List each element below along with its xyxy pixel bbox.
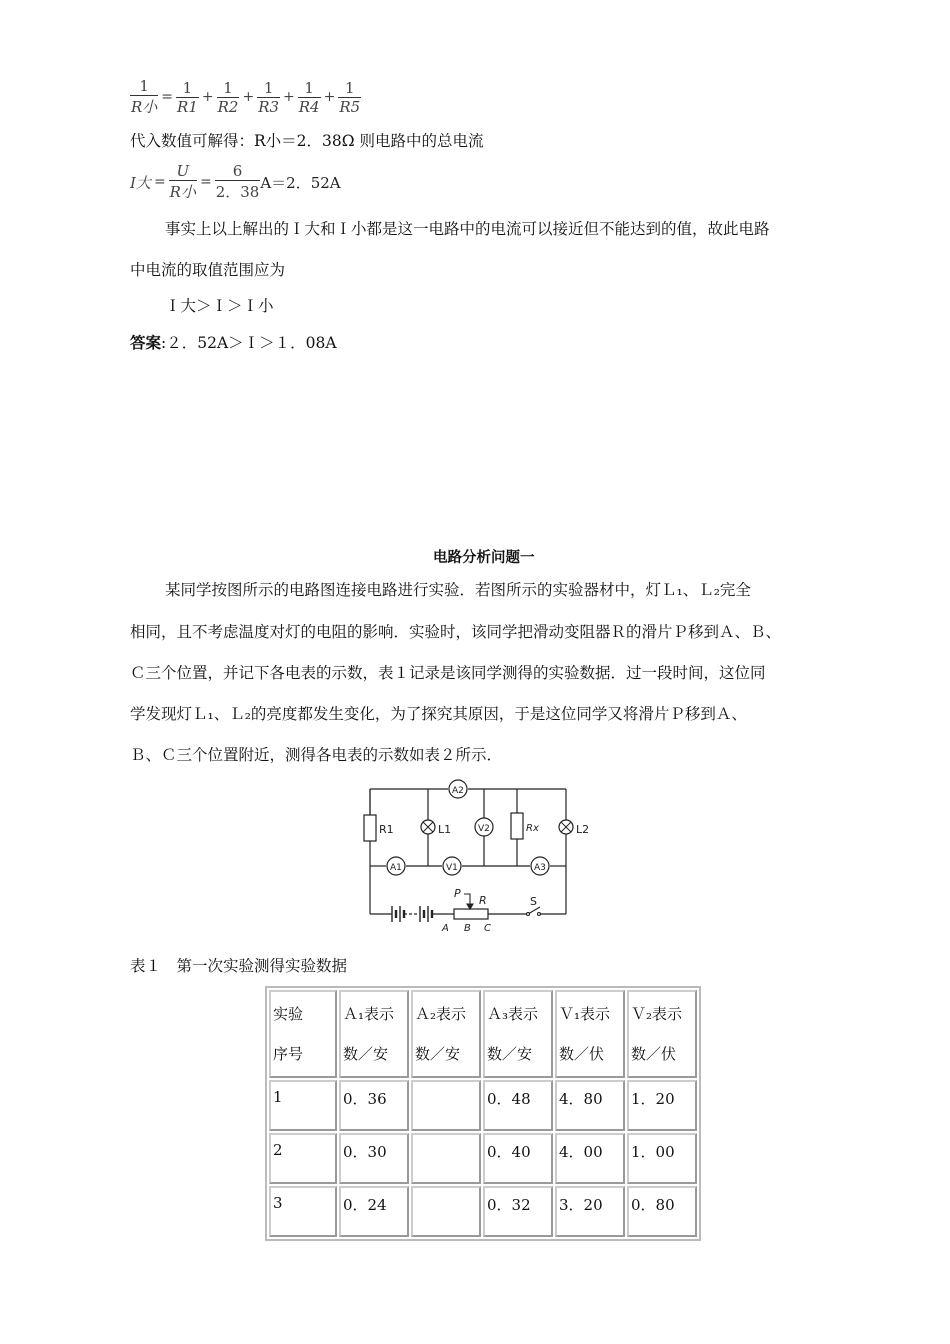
- table-cell: 3．20: [555, 1186, 625, 1237]
- label-a2: A2: [452, 786, 464, 796]
- label-s: S: [530, 895, 537, 908]
- table-cell: 0．30: [339, 1133, 409, 1184]
- circuit-diagram: [360, 775, 600, 935]
- solve-line: 代入数值可解得：R小＝2．38Ω 则电路中的总电流: [130, 132, 484, 150]
- table-header-row: [269, 990, 697, 1078]
- fraction: $\frac{1}{\text{R小}}$: [131, 77, 158, 116]
- resistor-rx: [511, 813, 523, 839]
- table-cell: 1: [269, 1080, 337, 1131]
- answer-label: 答案: [130, 334, 162, 352]
- section-title: 电路分析问题一: [433, 550, 535, 566]
- table-cell: 1．00: [627, 1133, 697, 1184]
- fraction: $\frac{1}{R5}$: [339, 78, 361, 116]
- header-cell: Ｖ₁表示 数／伏: [555, 990, 625, 1078]
- table-cell: 4．00: [555, 1133, 625, 1184]
- data-table: [265, 986, 701, 1241]
- table-caption: 表１ 第一次实验测得实验数据: [130, 957, 348, 975]
- table-cell: 4．80: [555, 1080, 625, 1131]
- fraction: $\frac{1}{R4}$: [298, 78, 320, 116]
- label-l2: L2: [576, 823, 590, 836]
- fraction: $\frac{1}{R3}$: [258, 78, 280, 116]
- formula-reciprocal-resistance: $\frac{1}{\text{R小}}$ = $\frac{1}{R1}$ + $\frac{1}{R2}$ + $\frac{1}{R3}$ + $\frac{1}{R4}$ + $\frac{1}{R5}$: [131, 77, 361, 116]
- fraction: $\frac{6}{2.38}$: [215, 162, 260, 201]
- current-range: Ｉ大＞Ｉ＞Ｉ小: [165, 297, 274, 315]
- lamp-l1-icon: [421, 820, 435, 834]
- table-cell: 0．36: [339, 1080, 409, 1131]
- table-cell: [411, 1133, 481, 1184]
- table-cell: [411, 1080, 481, 1131]
- paragraph-line: 事实上以上解出的Ｉ大和Ｉ小都是这一电路中的电流可以接近但不能达到的值，故此电路: [165, 220, 770, 238]
- rheostat-r: [454, 909, 488, 919]
- table-cell: 0．80: [627, 1186, 697, 1237]
- label-a1: A1: [390, 863, 402, 873]
- label-l1: L1: [438, 823, 452, 836]
- fraction: $\frac{1}{R2}$: [217, 78, 239, 116]
- label-a: A: [442, 923, 449, 934]
- problem-line: 某同学按图所示的电路图连接电路进行实验．若图所示的实验器材中，灯Ｌ₁、Ｌ₂完全: [165, 581, 751, 599]
- table-row: [269, 1080, 697, 1131]
- problem-line: 相同，且不考虑温度对灯的电阻的影响．实验时，该同学把滑动变阻器Ｒ的滑片Ｐ移到Ａ、Ｂ、: [130, 623, 782, 641]
- fraction: $\frac{U}{\text{R小}}$: [169, 162, 196, 201]
- label-p: P: [454, 887, 461, 900]
- formula-max-current: I大 = $\frac{U}{\text{R小}}$ = $\frac{6}{2.38}$ A＝2．52A: [130, 162, 341, 201]
- table-row: [269, 1186, 697, 1237]
- label-v1: V1: [446, 863, 458, 873]
- table-cell: 2: [269, 1133, 337, 1184]
- label-b: B: [464, 923, 471, 934]
- switch-s-icon: [527, 907, 541, 916]
- table-cell: 1．20: [627, 1080, 697, 1131]
- table-cell: 0．48: [483, 1080, 553, 1131]
- table-cell: 0．32: [483, 1186, 553, 1237]
- label-r1: R1: [379, 823, 394, 836]
- fraction: $\frac{1}{R1}$: [177, 78, 198, 116]
- label-rx: Rx: [526, 823, 539, 834]
- answer-value: :２．52A＞Ｉ＞１．08A: [161, 334, 337, 352]
- paragraph-line: 中电流的取值范围应为: [130, 261, 286, 279]
- header-cell: Ａ₂表示 数／安: [411, 990, 481, 1078]
- header-cell: Ｖ₂表示 数／伏: [627, 990, 697, 1078]
- label-a3: A3: [534, 863, 546, 873]
- header-cell: 实验 序号: [269, 990, 337, 1078]
- problem-line: Ｃ三个位置，并记下各电表的示数，表１记录是该同学测得的实验数据．过一段时间，这位同: [130, 664, 766, 682]
- label-c: C: [484, 923, 491, 934]
- header-cell: Ａ₃表示 数／安: [483, 990, 553, 1078]
- resistor-r1: [364, 815, 376, 841]
- table-cell: [411, 1186, 481, 1237]
- table-cell: 0．24: [339, 1186, 409, 1237]
- table-cell: 0．40: [483, 1133, 553, 1184]
- slider-p-icon: [464, 894, 473, 909]
- label-r: R: [479, 894, 487, 907]
- label-v2: V2: [478, 824, 490, 834]
- answer-line: [130, 336, 337, 352]
- problem-line: Ｂ、Ｃ三个位置附近，测得各电表的示数如表２所示．: [130, 746, 503, 764]
- table-row: [269, 1133, 697, 1184]
- header-cell: Ａ₁表示 数／安: [339, 990, 409, 1078]
- table-cell: 3: [269, 1186, 337, 1237]
- lamp-l2-icon: [559, 820, 573, 834]
- problem-line: 学发现灯Ｌ₁、Ｌ₂的亮度都发生变化，为了探究其原因，于是这位同学又将滑片Ｐ移到Ａ、: [130, 705, 747, 723]
